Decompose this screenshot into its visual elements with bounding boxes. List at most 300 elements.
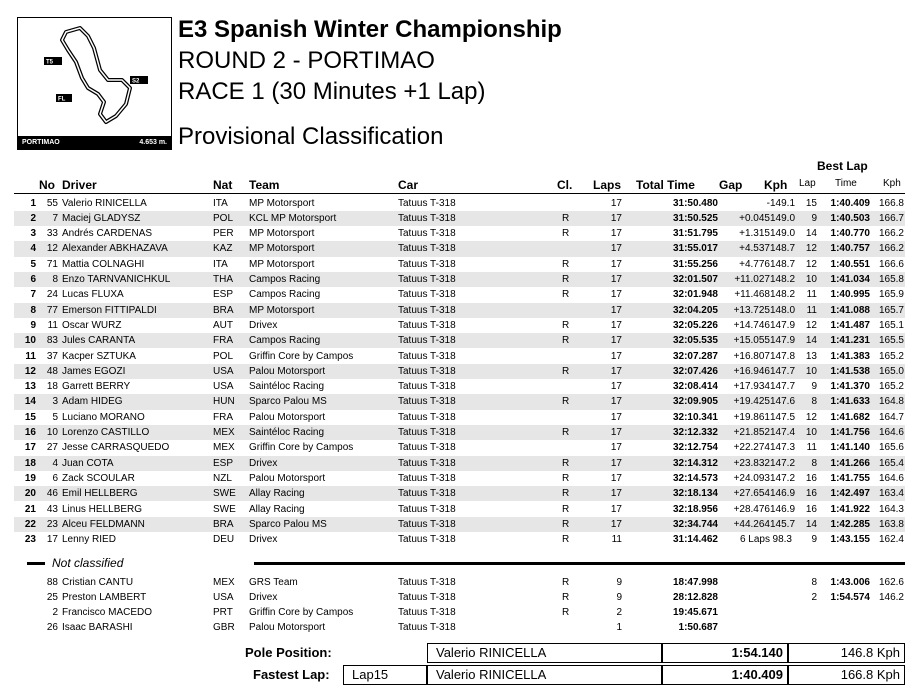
speed-kph: 146.9	[770, 503, 796, 515]
laps: 17	[610, 488, 622, 500]
best-lap-number: 12	[805, 319, 817, 331]
nationality: BRA	[213, 518, 234, 530]
col-team: Team	[249, 178, 280, 192]
col-best-lap-kph: Kph	[883, 178, 901, 189]
team-name: Allay Racing	[249, 488, 305, 500]
team-name: MP Motorsport	[249, 304, 315, 316]
class: R	[562, 472, 570, 484]
col-laps: Laps	[593, 178, 622, 192]
car-number: 11	[47, 319, 58, 331]
gap: +15.055	[733, 335, 770, 347]
car-number: 7	[52, 212, 58, 224]
row-position: 19	[24, 472, 36, 484]
best-lap-number: 11	[806, 304, 817, 316]
speed-kph: 147.2	[770, 457, 796, 469]
car-number: 25	[46, 591, 58, 603]
gap: +23.832	[733, 457, 770, 469]
car-number: 83	[46, 335, 58, 347]
laps: 17	[610, 319, 622, 331]
best-lap-kph: 165.7	[878, 304, 904, 316]
laps: 17	[610, 503, 622, 515]
team-name: MP Motorsport	[249, 197, 315, 209]
driver-name: Valerio RINICELLA	[62, 197, 147, 209]
car-model: Tatuus T-318	[398, 289, 456, 301]
driver-name: Kacper SZTUKA	[62, 350, 136, 362]
col-cl: Cl.	[557, 178, 573, 192]
nationality: KAZ	[213, 243, 233, 255]
nationality: BRA	[213, 304, 234, 316]
best-lap-number: 11	[806, 289, 817, 301]
class: R	[562, 576, 570, 588]
nationality: USA	[213, 591, 234, 603]
nationality: USA	[213, 365, 234, 377]
car-number: 26	[46, 622, 58, 634]
row-position: 20	[24, 488, 36, 500]
car-model: Tatuus T-318	[398, 274, 456, 285]
col-driver: Driver	[62, 178, 97, 192]
speed-kph: 149.0	[770, 228, 796, 240]
gap: +28.476	[733, 503, 770, 515]
col-nat: Nat	[213, 178, 233, 192]
best-lap-number: 2	[811, 591, 817, 603]
total-time: 31:50.525	[672, 212, 718, 224]
car-model: Tatuus T-318	[398, 319, 456, 331]
best-lap-time: 1:41.034	[830, 274, 870, 285]
car-number: 88	[46, 576, 58, 588]
nationality: PRT	[213, 607, 233, 619]
speed-kph: 148.0	[770, 304, 796, 316]
best-lap-time: 1:43.155	[830, 534, 870, 546]
driver-name: Emerson FITTIPALDI	[62, 304, 157, 316]
classified-row	[14, 517, 905, 532]
best-lap-time: 1:41.231	[830, 335, 870, 347]
total-time: 32:09.905	[672, 396, 718, 408]
row-position: 23	[24, 534, 36, 546]
laps: 17	[610, 442, 622, 454]
row-position: 17	[24, 442, 36, 454]
best-lap-time: 1:41.370	[830, 381, 870, 393]
gap: +16.807	[733, 350, 770, 362]
car-model: Tatuus T-318	[398, 503, 456, 515]
fastest-time: 1:40.409	[731, 667, 783, 682]
best-lap-kph: 165.4	[878, 457, 904, 469]
gap: +44.264	[733, 518, 770, 530]
classified-row	[14, 257, 905, 272]
speed-kph: 147.7	[770, 365, 796, 377]
total-time: 32:07.426	[672, 365, 718, 377]
best-lap-kph: 164.6	[878, 427, 904, 438]
driver-name: Cristian CANTU	[62, 576, 134, 588]
car-number: 18	[46, 381, 58, 393]
laps: 17	[610, 228, 622, 240]
car-number: 10	[46, 427, 58, 438]
best-lap-number: 9	[811, 212, 817, 224]
car-number: 6	[52, 472, 58, 484]
driver-name: Luciano MORANO	[62, 411, 145, 423]
fastest-driver: Valerio RINICELLA	[436, 667, 547, 682]
car-model: Tatuus T-318	[398, 304, 456, 316]
class: R	[562, 457, 570, 469]
speed-kph: 148.7	[770, 243, 796, 255]
speed-kph: 148.2	[770, 289, 796, 301]
total-time: 32:10.341	[672, 411, 718, 423]
speed-kph: 147.7	[770, 381, 796, 393]
nationality: MEX	[213, 442, 235, 454]
best-lap-kph: 165.6	[878, 442, 904, 454]
speed-kph: 147.2	[770, 472, 796, 484]
team-name: Campos Racing	[249, 289, 321, 301]
best-lap-number: 8	[811, 457, 817, 469]
nationality: ESP	[213, 457, 234, 469]
row-position: 1	[30, 197, 36, 209]
car-model: Tatuus T-318	[398, 197, 456, 209]
car-model: Tatuus T-318	[398, 442, 456, 454]
speed-kph: 149.0	[770, 212, 796, 224]
row-position: 14	[24, 396, 36, 408]
total-time: 19:45.671	[672, 607, 718, 619]
nationality: ESP	[213, 289, 234, 301]
best-lap-kph: 165.2	[878, 381, 904, 393]
team-name: Allay Racing	[249, 503, 305, 515]
classified-row	[14, 272, 905, 287]
gap: +13.725	[733, 304, 770, 316]
class: R	[562, 503, 570, 515]
car-number: 55	[46, 197, 58, 209]
best-lap-kph: 164.8	[878, 396, 904, 408]
car-number: 4	[52, 457, 58, 469]
best-lap-number: 14	[805, 335, 817, 347]
driver-name: Alceu FELDMANN	[62, 518, 145, 530]
nationality: THA	[213, 274, 233, 285]
best-lap-number: 10	[805, 427, 817, 438]
total-time: 32:08.414	[672, 381, 718, 393]
total-time: 31:55.256	[672, 258, 718, 270]
laps: 17	[610, 197, 622, 209]
car-model: Tatuus T-318	[398, 457, 456, 469]
best-lap-kph: 163.8	[878, 518, 904, 530]
best-lap-time: 1:40.551	[830, 258, 870, 270]
gap: +0.045	[739, 212, 770, 224]
laps: 17	[610, 212, 622, 224]
class: R	[562, 335, 570, 347]
best-lap-time: 1:41.140	[830, 442, 870, 454]
team-name: Drivex	[249, 591, 278, 603]
class: R	[562, 212, 570, 224]
driver-name: Andrés CARDENAS	[62, 228, 153, 240]
best-lap-number: 16	[805, 503, 817, 515]
total-time: 31:55.017	[672, 243, 718, 255]
class: R	[562, 427, 570, 438]
class: R	[562, 607, 570, 619]
total-time: 32:14.573	[672, 472, 718, 484]
row-position: 9	[30, 319, 36, 331]
nationality: AUT	[213, 319, 233, 331]
driver-name: Francisco MACEDO	[62, 607, 153, 619]
pole-time: 1:54.140	[731, 645, 783, 660]
best-lap-header: Best Lap	[817, 159, 868, 173]
gap: +22.274	[733, 442, 770, 454]
col-car: Car	[398, 178, 419, 192]
nationality: ITA	[213, 258, 228, 270]
nationality: FRA	[213, 411, 233, 423]
classified-row	[14, 379, 905, 394]
classified-row	[14, 440, 905, 455]
team-name: Palou Motorsport	[249, 365, 326, 377]
row-position: 12	[24, 365, 36, 377]
nationality: MEX	[213, 576, 235, 588]
team-name: MP Motorsport	[249, 228, 315, 240]
car-number: 37	[46, 350, 58, 362]
row-position: 7	[30, 289, 36, 301]
nationality: POL	[213, 350, 234, 362]
total-time: 32:01.948	[672, 289, 718, 301]
speed-kph: 149.1	[770, 197, 796, 209]
car-model: Tatuus T-318	[398, 243, 456, 255]
best-lap-number: 11	[806, 442, 817, 454]
championship-title: E3 Spanish Winter Championship	[178, 16, 562, 43]
row-position: 11	[25, 350, 36, 362]
gap: +11.468	[734, 289, 770, 301]
team-name: Sparco Palou MS	[249, 518, 327, 530]
driver-name: Oscar WURZ	[62, 319, 122, 331]
col-gap: Gap	[719, 178, 743, 192]
driver-name: Lenny RIED	[62, 534, 116, 546]
car-model: Tatuus T-318	[398, 427, 456, 438]
laps: 9	[616, 576, 622, 588]
best-lap-time: 1:40.409	[830, 197, 870, 209]
laps: 17	[610, 457, 622, 469]
class: R	[562, 488, 570, 500]
team-name: MP Motorsport	[249, 258, 315, 270]
nationality: FRA	[213, 335, 233, 347]
classified-row	[14, 241, 905, 256]
row-position: 16	[24, 427, 36, 438]
class: R	[562, 396, 570, 408]
car-number: 77	[46, 304, 58, 316]
best-lap-number: 10	[805, 365, 817, 377]
best-lap-time: 1:41.922	[830, 503, 870, 515]
speed-kph: 147.8	[770, 350, 796, 362]
best-lap-number: 12	[805, 243, 817, 255]
driver-name: Adam HIDEG	[62, 396, 123, 408]
speed-kph: 145.7	[770, 518, 796, 530]
laps: 17	[610, 258, 622, 270]
driver-name: Lucas FLUXA	[62, 289, 124, 301]
fastest-driver-box	[427, 665, 662, 685]
car-model: Tatuus T-318	[398, 228, 456, 240]
car-number: 46	[46, 488, 58, 500]
driver-name: Preston LAMBERT	[62, 591, 147, 603]
speed-kph: 147.6	[770, 396, 796, 408]
driver-name: Linus HELLBERG	[62, 503, 143, 515]
gap: +4.537	[739, 243, 770, 255]
best-lap-kph: 162.4	[878, 534, 904, 546]
car-model: Tatuus T-318	[398, 350, 456, 362]
best-lap-number: 9	[811, 534, 817, 546]
total-time: 31:51.795	[672, 228, 718, 240]
gap: +27.654	[733, 488, 770, 500]
row-position: 4	[30, 243, 36, 255]
laps: 17	[610, 518, 622, 530]
col-best-lap-lap: Lap	[799, 178, 816, 189]
speed-kph: 98.3	[772, 534, 792, 546]
driver-name: Mattia COLNAGHI	[62, 258, 145, 270]
gap: +11.027	[734, 274, 770, 285]
gap: +19.861	[733, 411, 770, 423]
row-position: 22	[24, 518, 36, 530]
laps: 17	[610, 350, 622, 362]
row-position: 13	[24, 381, 36, 393]
fastest-lap-label: Fastest Lap:	[253, 667, 330, 682]
best-lap-kph: 165.5	[878, 335, 904, 347]
speed-kph: 147.3	[770, 442, 796, 454]
car-model: Tatuus T-318	[398, 472, 456, 484]
laps: 17	[610, 381, 622, 393]
total-time: 32:01.507	[672, 274, 718, 285]
speed-kph: 147.9	[770, 319, 796, 331]
total-time: 32:04.205	[672, 304, 718, 316]
total-time: 31:14.462	[672, 534, 718, 546]
not-classified-row	[14, 590, 905, 605]
row-position: 6	[30, 274, 36, 285]
team-name: Palou Motorsport	[249, 622, 326, 634]
laps: 11	[611, 534, 622, 546]
best-lap-kph: 164.3	[878, 503, 904, 515]
best-lap-time: 1:41.756	[830, 427, 870, 438]
best-lap-kph: 165.2	[878, 350, 904, 362]
not-classified-bar	[254, 562, 905, 565]
best-lap-kph: 164.7	[878, 411, 904, 423]
team-name: Saintéloc Racing	[249, 427, 325, 438]
best-lap-time: 1:43.006	[830, 576, 870, 588]
car-model: Tatuus T-318	[398, 576, 456, 588]
gap: +4.776	[739, 258, 770, 270]
class: R	[562, 258, 570, 270]
team-name: Griffin Core by Campos	[249, 350, 354, 362]
best-lap-time: 1:41.487	[830, 319, 870, 331]
track-info-bar	[18, 136, 171, 149]
pole-driver: Valerio RINICELLA	[436, 645, 547, 660]
fastest-time-box	[662, 665, 788, 685]
classified-row	[14, 196, 905, 211]
car-model: Tatuus T-318	[398, 607, 456, 619]
nationality: MEX	[213, 427, 235, 438]
pole-driver-box	[427, 643, 662, 663]
best-lap-number: 10	[805, 274, 817, 285]
total-time: 32:05.535	[672, 335, 718, 347]
total-time: 31:50.480	[672, 197, 718, 209]
speed-kph: 147.4	[770, 427, 796, 438]
car-model: Tatuus T-318	[398, 365, 456, 377]
driver-name: Jules CARANTA	[62, 335, 136, 347]
col-total-time: Total Time	[636, 178, 695, 192]
total-time: 32:12.332	[672, 427, 718, 438]
t5-label: T5	[46, 59, 54, 66]
car-number: 2	[52, 607, 58, 619]
car-number: 27	[46, 442, 58, 454]
best-lap-kph: 162.6	[878, 576, 904, 588]
track-map-icon	[18, 18, 171, 136]
gap: +1.315	[739, 228, 770, 240]
row-position: 8	[30, 304, 36, 316]
team-name: Drivex	[249, 319, 278, 331]
class: R	[562, 274, 570, 285]
classified-row	[14, 287, 905, 302]
pole-kph: 146.8 Kph	[840, 645, 900, 660]
best-lap-number: 14	[805, 228, 817, 240]
team-name: GRS Team	[249, 576, 298, 588]
classified-row	[14, 486, 905, 501]
gap: -	[766, 197, 770, 209]
car-number: 33	[46, 228, 58, 240]
laps: 9	[616, 591, 622, 603]
car-number: 43	[46, 503, 58, 515]
classified-row	[14, 333, 905, 348]
car-model: Tatuus T-318	[398, 396, 456, 408]
class: R	[562, 534, 570, 546]
best-lap-time: 1:41.633	[830, 396, 870, 408]
best-lap-number: 12	[805, 258, 817, 270]
laps: 17	[610, 396, 622, 408]
laps: 17	[610, 335, 622, 347]
best-lap-kph: 166.7	[878, 212, 904, 224]
laps: 2	[616, 607, 622, 619]
best-lap-number: 8	[811, 576, 817, 588]
classified-row	[14, 502, 905, 517]
best-lap-kph: 165.1	[878, 319, 904, 331]
best-lap-kph: 166.8	[878, 197, 904, 209]
best-lap-kph: 166.2	[878, 243, 904, 255]
car-number: 5	[52, 411, 58, 423]
best-lap-kph: 146.2	[878, 591, 904, 603]
nationality: GBR	[213, 622, 235, 634]
driver-name: Jesse CARRASQUEDO	[62, 442, 170, 454]
driver-name: Lorenzo CASTILLO	[62, 427, 150, 438]
car-model: Tatuus T-318	[398, 534, 456, 546]
not-classified-row	[14, 575, 905, 590]
fastest-lap-number: Lap15	[352, 667, 389, 682]
laps: 17	[610, 411, 622, 423]
not-classified-dash	[27, 562, 45, 565]
car-model: Tatuus T-318	[398, 212, 456, 224]
classified-row	[14, 226, 905, 241]
team-name: Griffin Core by Campos	[249, 607, 354, 619]
team-name: Griffin Core by Campos	[249, 442, 354, 454]
best-lap-time: 1:40.503	[830, 212, 870, 224]
team-name: Campos Racing	[249, 274, 321, 285]
gap: 6 Laps	[739, 534, 770, 546]
nationality: POL	[213, 212, 234, 224]
team-name: Palou Motorsport	[249, 472, 326, 484]
track-name: PORTIMAO	[22, 139, 60, 146]
driver-name: Maciej GLADYSZ	[62, 212, 141, 224]
best-lap-time: 1:54.574	[830, 591, 870, 603]
not-classified-row	[14, 605, 905, 620]
fl-label: FL	[58, 96, 66, 103]
col-no: No	[39, 178, 55, 192]
driver-name: Enzo TARNVANICHKUL	[62, 274, 171, 285]
nationality: ITA	[213, 197, 228, 209]
classification-title: Provisional Classification	[178, 123, 444, 150]
team-name: Sparco Palou MS	[249, 396, 327, 408]
pole-position-label: Pole Position:	[245, 645, 332, 660]
track-logo	[17, 17, 172, 150]
total-time: 32:14.312	[672, 457, 718, 469]
class: R	[562, 228, 570, 240]
best-lap-time: 1:40.757	[830, 243, 870, 255]
gap: +14.746	[733, 319, 770, 331]
team-name: Drivex	[249, 457, 278, 469]
